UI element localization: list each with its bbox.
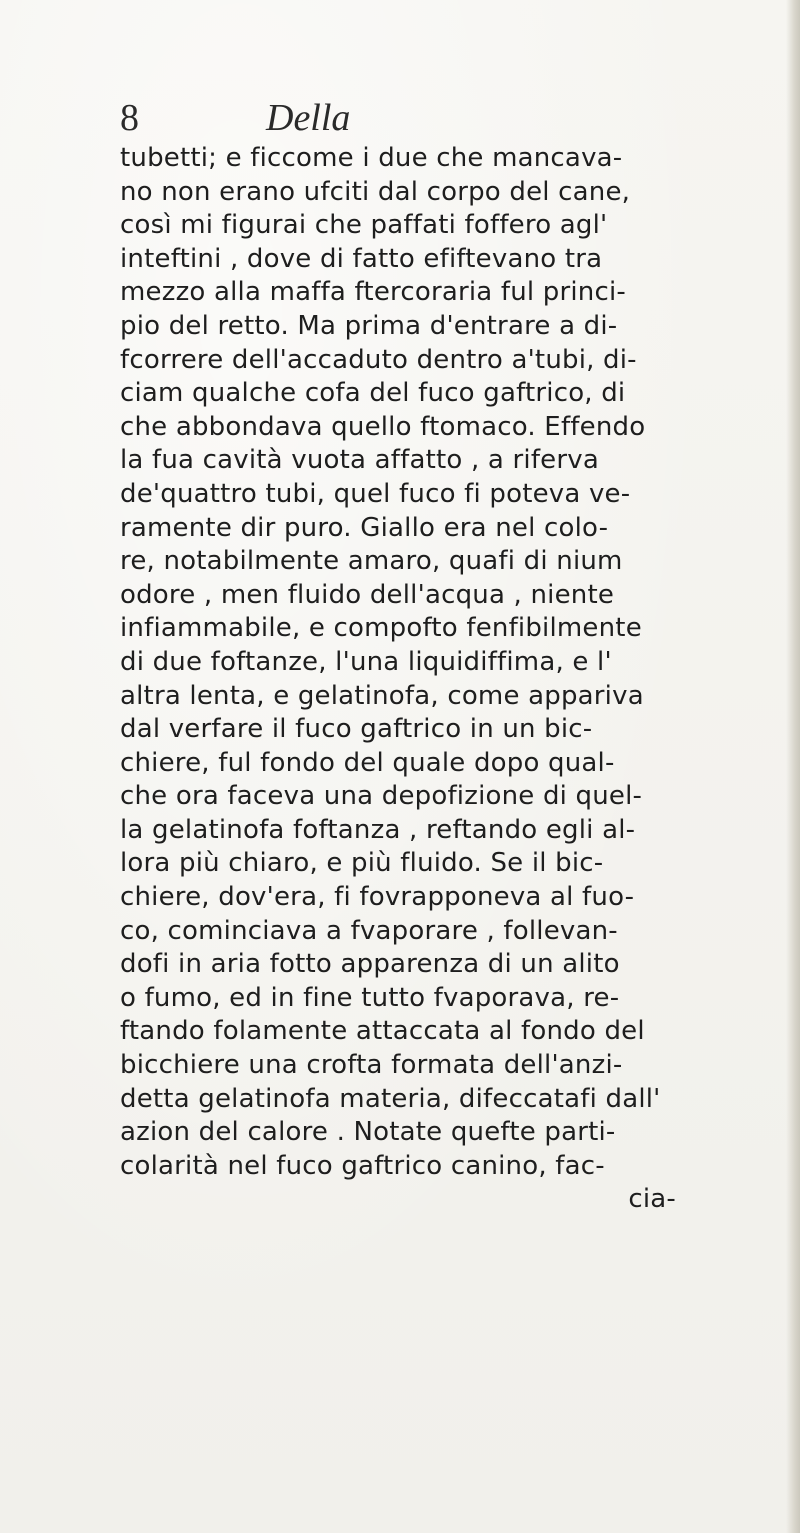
text-line: de'quattro tubi, quel fuco fi poteva ve-: [120, 478, 631, 509]
text-line: tubetti; e ficcome i due che mancava-: [120, 143, 623, 173]
page-number: 8: [120, 97, 139, 139]
text-line: chiere, dov'era, fi fovrapponeva al fuo-: [120, 882, 635, 913]
page-header: [120, 92, 680, 144]
text-line: inteftini , dove di fatto efiftevano tra: [120, 243, 603, 274]
text-line: infiammabile, e compofto fenfibilmente: [120, 613, 642, 644]
text-line: altra lenta, e gelatinofa, come appariva: [120, 680, 644, 711]
running-title: Della: [266, 97, 351, 139]
text-line: odore , men fluido dell'acqua , niente: [120, 579, 615, 610]
text-line: la gelatinofa foftanza , reftando egli al-: [120, 814, 636, 845]
text-line: mezzo alla maffa ftercoraria ful princi-: [120, 277, 626, 308]
text-line: che ora faceva una depofizione di quel-: [120, 781, 643, 812]
text-line: così mi figurai che paffati foffero agl': [120, 210, 608, 241]
text-line: dal verfare il fuco gaftrico in un bic-: [120, 714, 593, 745]
text-line: detta gelatinofa materia, difeccatafi dall': [120, 1083, 661, 1114]
body-text: [120, 142, 716, 1217]
text-line: chiere, ful fondo del quale dopo qual-: [120, 747, 615, 778]
text-line: bicchiere una crofta formata dell'anzi-: [120, 1050, 623, 1081]
text-line: la fua cavità vuota affatto , a riferva: [120, 445, 599, 476]
text-line: ciam qualche cofa del fuco gaftrico, di: [120, 378, 626, 409]
text-line: che abbondava quello ftomaco. Effendo: [120, 411, 646, 442]
text-line: di due foftanze, l'una liquidiffima, e l': [120, 646, 612, 677]
text-line: colarità nel fuco gaftrico canino, fac-: [120, 1150, 605, 1181]
text-line: pio del retto. Ma prima d'entrare a di-: [120, 310, 618, 341]
page-edge-shadow: [786, 0, 800, 1533]
text-line: ftando folamente attaccata al fondo del: [120, 1016, 645, 1047]
text-line: dofi in aria fotto apparenza di un alito: [120, 949, 620, 980]
text-line: o fumo, ed in fine tutto fvaporava, re-: [120, 982, 620, 1013]
text-line: no non erano ufciti dal corpo del cane,: [120, 176, 631, 207]
text-line: lora più chiaro, e più fluido. Se il bic-: [120, 848, 604, 879]
text-line: ramente dir puro. Giallo era nel colo-: [120, 512, 609, 543]
text-line: re, notabilmente amaro, quafi di nium: [120, 546, 623, 577]
text-line: azion del calore . Notate quefte parti-: [120, 1117, 616, 1148]
text-line: fcorrere dell'accaduto dentro a'tubi, di-: [120, 344, 637, 375]
catchword: cia-: [628, 1184, 676, 1215]
text-line: co, cominciava a fvaporare , follevan-: [120, 915, 618, 946]
